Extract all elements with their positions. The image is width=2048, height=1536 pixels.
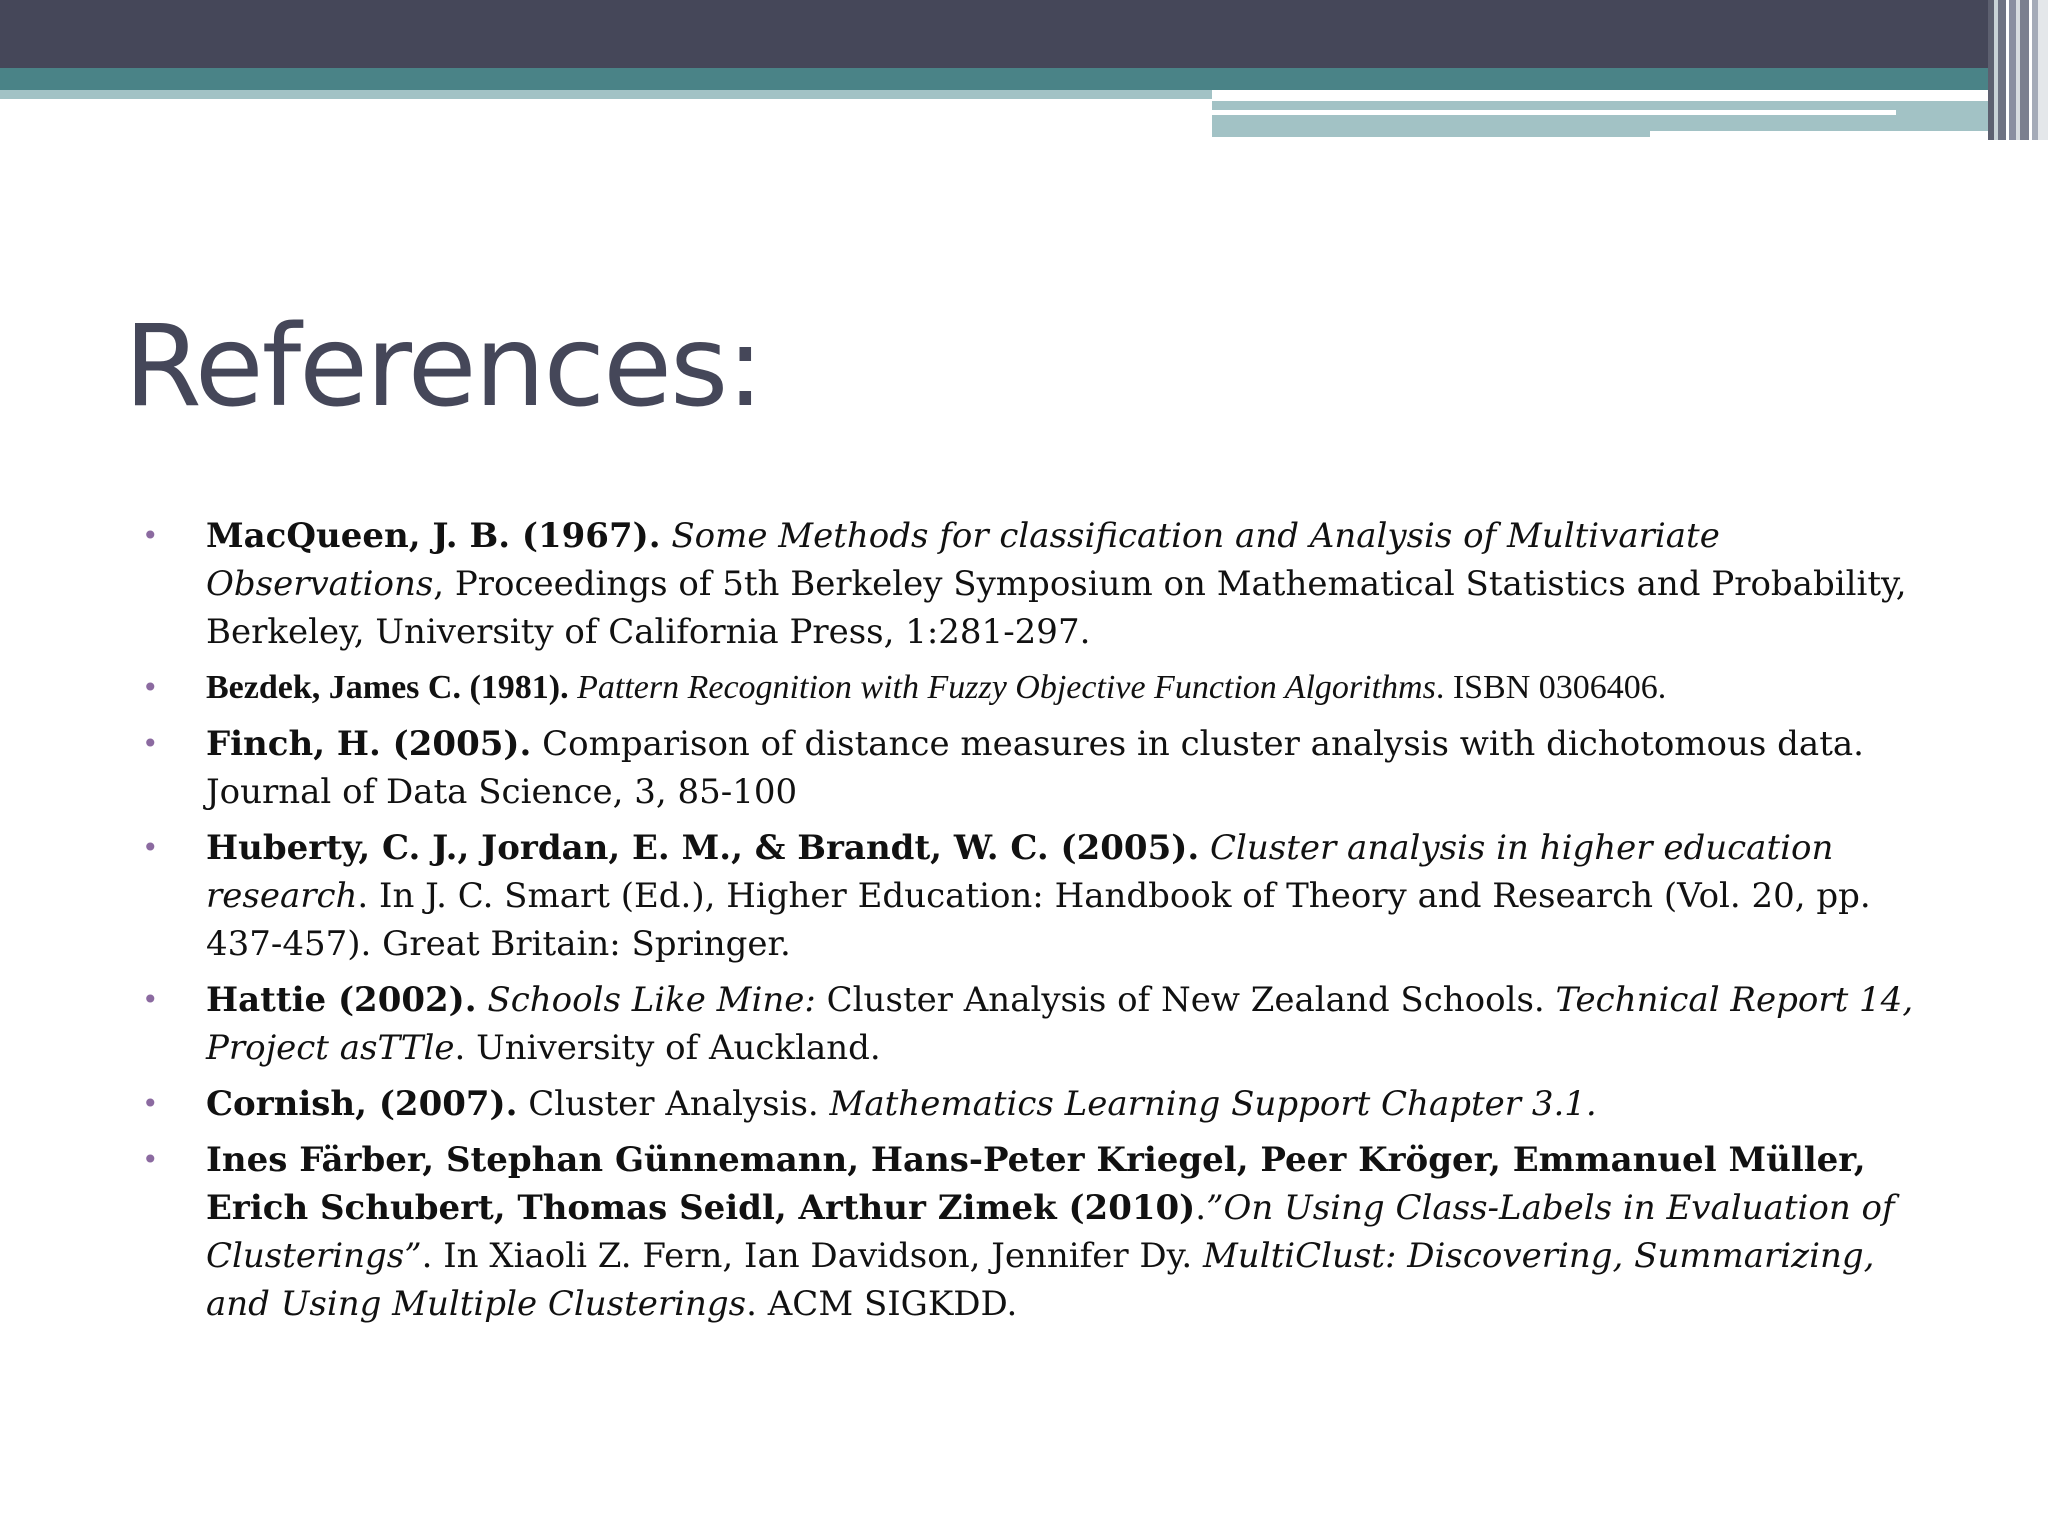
header-accent-line bbox=[1212, 110, 1896, 115]
reference-title: Cluster analysis in higher education research bbox=[206, 828, 1834, 916]
reference-authors: MacQueen, J. B. (1967). bbox=[206, 516, 661, 556]
reference-details: . ACM SIGKDD. bbox=[746, 1284, 1018, 1324]
reference-series: Technical Report 14, Project asTTle bbox=[206, 980, 1914, 1068]
reference-details: Cluster Analysis. bbox=[517, 1084, 819, 1124]
bullet-icon: • bbox=[142, 983, 159, 1016]
reference-details: . In J. C. Smart (Ed.), Higher Education: Handbook of Theory and Research (Vol. 20, pp. 437-457). Great Britain: Springer. bbox=[206, 876, 1871, 964]
header-edge-strips bbox=[1988, 0, 2048, 140]
reference-title: Some Methods for classification and Analysis of Multivariate Observations bbox=[206, 516, 1720, 604]
reference-authors: Ines Färber, Stephan Günnemann, Hans-Peter Kriegel, Peer Kröger, Emmanuel Müller, Erich Schubert, Thomas Seidl, Arthur Zimek (2010) bbox=[206, 1140, 1866, 1228]
bullet-icon: • bbox=[142, 1143, 159, 1176]
list-item bbox=[142, 1080, 1942, 1128]
header-teal-bar bbox=[0, 68, 2048, 90]
list-item bbox=[142, 976, 1942, 1072]
header-dark-bar bbox=[0, 0, 2048, 68]
reference-title: Schools Like Mine: bbox=[476, 980, 816, 1020]
reference-authors: Hattie (2002). bbox=[206, 980, 477, 1020]
reference-details: . ISBN 0306406. bbox=[1435, 669, 1667, 706]
reference-details: Comparison of distance measures in cluster analysis with dichotomous data. Journal of Data Science, 3, 85-100 bbox=[206, 724, 1864, 812]
header-accent-line bbox=[1650, 131, 2018, 138]
page-title: References: bbox=[124, 302, 763, 432]
list-item bbox=[142, 664, 1942, 712]
bullet-icon: • bbox=[142, 519, 159, 552]
reference-list bbox=[142, 512, 1942, 1336]
list-item bbox=[142, 824, 1942, 968]
reference-details: , Proceedings of 5th Berkeley Symposium on Mathematical Statistics and Probability, Berkeley, University of California Press, 1:281-297. bbox=[206, 564, 1907, 652]
list-item bbox=[142, 720, 1942, 816]
reference-authors: Finch, H. (2005). bbox=[206, 724, 532, 764]
list-item bbox=[142, 1136, 1942, 1328]
reference-title: ”On Using Class-Labels in Evaluation of Clusterings” bbox=[206, 1188, 1895, 1276]
reference-title: Mathematics Learning Support Chapter 3.1. bbox=[818, 1084, 1597, 1124]
reference-details: . bbox=[1195, 1188, 1207, 1228]
reference-authors: Huberty, C. J., Jordan, E. M., & Brandt, W. C. (2005). bbox=[206, 828, 1200, 868]
reference-title: Pattern Recognition with Fuzzy Objective Function Algorithms bbox=[568, 669, 1436, 706]
reference-details: . University of Auckland. bbox=[454, 1028, 881, 1068]
reference-authors: Bezdek, James C. (1981). bbox=[206, 669, 569, 706]
list-item bbox=[142, 512, 1942, 656]
reference-proceedings: MultiClust: Discovering, Summarizing, and Using Multiple Clusterings bbox=[206, 1236, 1875, 1324]
reference-details: . In Xiaoli Z. Fern, Ian Davidson, Jennifer Dy. bbox=[421, 1236, 1193, 1276]
header-light-bar-left bbox=[0, 90, 1212, 99]
bullet-icon: • bbox=[142, 1087, 159, 1120]
bullet-icon: • bbox=[142, 831, 159, 864]
bullet-icon: • bbox=[142, 727, 159, 760]
bullet-icon: • bbox=[142, 671, 159, 704]
reference-authors: Cornish, (2007). bbox=[206, 1084, 518, 1124]
reference-details: Cluster Analysis of New Zealand Schools. bbox=[815, 980, 1545, 1020]
